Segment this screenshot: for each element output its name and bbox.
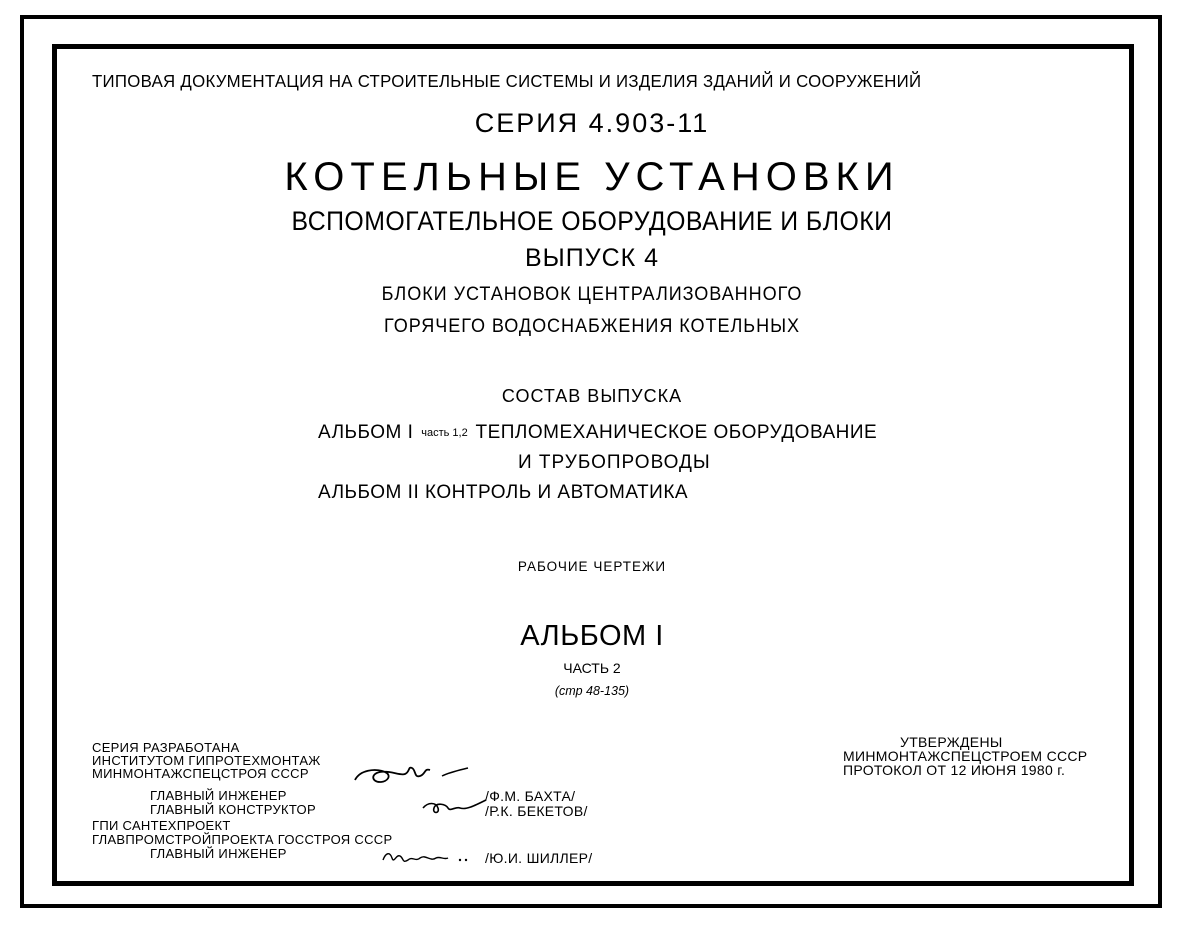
album1-label: АЛЬБОМ I xyxy=(318,422,414,443)
album1-parts: часть 1,2 xyxy=(421,427,468,439)
signature-graphic xyxy=(350,758,470,793)
issue-title-line1: БЛОКИ УСТАНОВОК ЦЕНТРАЛИЗОВАННОГО xyxy=(381,284,803,305)
album-title: АЛЬБОМ I xyxy=(520,620,664,652)
org2-line2: ГЛАВПРОМСТРОЙПРОЕКТА ГОССТРОЯ СССР xyxy=(92,832,393,847)
approved-line3: ПРОТОКОЛ ОТ 12 ИЮНЯ 1980 г. xyxy=(843,762,1066,778)
developed-line1: СЕРИЯ РАЗРАБОТАНА xyxy=(92,740,240,755)
page-range: (стр 48-135) xyxy=(554,684,630,698)
album2-entry: АЛЬБОМ II КОНТРОЛЬ И АВТОМАТИКА xyxy=(318,482,689,503)
subtitle: ВСПОМОГАТЕЛЬНОЕ ОБОРУДОВАНИЕ И БЛОКИ xyxy=(291,206,893,236)
chief-designer-name: /Р.К. БЕКЕТОВ/ xyxy=(485,803,588,819)
album1-entry xyxy=(318,423,877,442)
album1-text-continued: И ТРУБОПРОВОДЫ xyxy=(518,452,711,473)
series-number: СЕРИЯ 4.903-11 xyxy=(474,108,710,138)
approved-line1: УТВЕРЖДЕНЫ xyxy=(900,734,1003,750)
document-header: ТИПОВАЯ ДОКУМЕНТАЦИЯ НА СТРОИТЕЛЬНЫЕ СИСТЕМЫ И ИЗДЕЛИЯ ЗДАНИЙ И СООРУЖЕНИЙ xyxy=(92,71,922,91)
chief-engineer-name: /Ф.М. БАХТА/ xyxy=(485,788,576,804)
chief-engineer-label: ГЛАВНЫЙ ИНЖЕНЕР xyxy=(150,788,287,803)
working-drawings-label: РАБОЧИЕ ЧЕРТЕЖИ xyxy=(517,559,667,574)
org2-chief-label: ГЛАВНЫЙ ИНЖЕНЕР xyxy=(150,846,287,861)
approved-line2: МИНМОНТАЖСПЕЦСТРОЕМ СССР xyxy=(843,748,1088,764)
developed-line3: МИНМОНТАЖСПЕЦСТРОЯ СССР xyxy=(92,766,309,781)
issue-title-line2: ГОРЯЧЕГО ВОДОСНАБЖЕНИЯ КОТЕЛЬНЫХ xyxy=(383,316,800,337)
org2-line1: ГПИ САНТЕХПРОЕКТ xyxy=(92,818,231,833)
contents-heading: СОСТАВ ВЫПУСКА xyxy=(501,386,683,406)
chief-designer-label: ГЛАВНЫЙ КОНСТРУКТОР xyxy=(150,802,316,817)
issue-number: ВЫПУСК 4 xyxy=(524,244,660,272)
signature-graphic xyxy=(380,846,480,868)
main-title: КОТЕЛЬНЫЕ УСТАНОВКИ xyxy=(284,155,900,199)
org2-chief-name: /Ю.И. ШИЛЛЕР/ xyxy=(485,850,593,866)
part-number: ЧАСТЬ 2 xyxy=(563,660,621,676)
developed-line2: ИНСТИТУТОМ ГИПРОТЕХМОНТАЖ xyxy=(92,753,321,768)
album1-text: ТЕПЛОМЕХАНИЧЕСКОЕ ОБОРУДОВАНИЕ xyxy=(475,422,878,443)
signature-graphic xyxy=(420,796,490,818)
